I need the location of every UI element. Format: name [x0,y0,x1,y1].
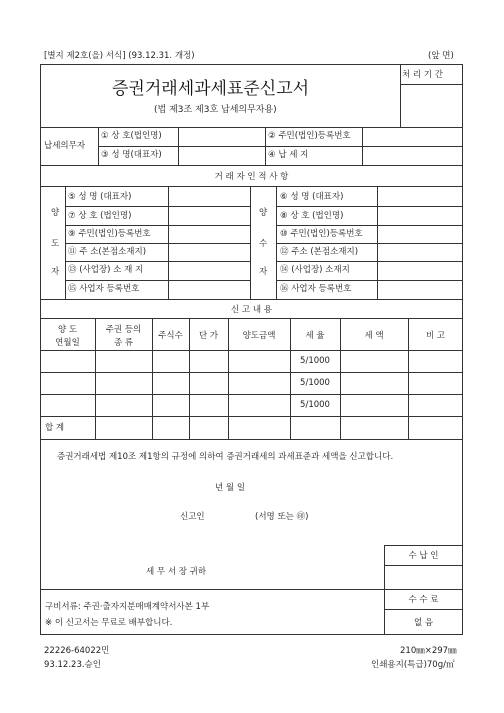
representative-name-label: ③ 성 명(대표자) [101,150,162,160]
transferor-field: ⑨ 주민(법인)등록번호 [68,229,151,239]
signature-label: (서명 또는 ㊞) [255,512,309,522]
receipt-stamp-label: 수 납 인 [408,551,439,561]
tax-rate-cell: 5/1000 [300,400,330,410]
declaration-statement: 증권거래세법 제10조 제1항의 규정에 의하여 증권거래세의 과세표준과 세액을 신고합니다. [57,452,394,462]
approval-date: 93.12.23.승인 [44,660,101,670]
taxpayer-section-label: 납세의무자 [44,141,86,151]
tax-address-label: ④ 납 세 지 [268,150,309,160]
free-distribution-note: ※ 이 신고서는 무료로 배부합니다. [45,618,173,628]
total-label: 합 계 [45,423,65,433]
form-number-label: [별지 제2호(을) 서식] (93.12.31. 개정) [44,51,195,61]
transferor-label-1: 양 [51,208,60,218]
transferor-field: ⑪ 주 소(본점소재지) [68,247,147,257]
remarks-header: 비 고 [425,331,446,341]
parties-section-title: 거 래 자 인 적 사 항 [214,172,289,182]
transferee-label-2: 수 [259,239,268,249]
paper-size: 210㎜×297㎜ [400,646,457,656]
transfer-amount-header: 양도금액 [242,331,276,341]
company-name-label: ① 상 호(법인명) [101,131,162,141]
declaration-date-line: 년 월 일 [215,483,246,493]
fee-label: 수 수 료 [408,595,439,605]
transferee-field: ⑫ 주소 (본점소재지) [280,247,359,257]
fee-value: 없 음 [413,618,434,628]
report-section-title: 신 고 내 용 [231,305,272,315]
front-side-label: (앞 면) [428,51,454,61]
addressee-label: 세 무 서 장 귀하 [146,567,207,577]
transferee-label-1: 양 [259,208,268,218]
processing-period-label: 처 리 기 간 [402,70,443,80]
tax-amount-header: 세 액 [364,331,384,341]
transferee-field: ⑯ 사업자 등록번호 [280,284,352,294]
transferor-label-3: 자 [51,267,60,277]
unit-price-header: 단 가 [198,331,219,341]
declarant-label: 신고인 [180,512,205,522]
tax-rate-cell: 5/1000 [300,356,330,366]
share-count-header: 주식수 [158,331,183,341]
transferee-field: ⑭ (사업장) 소재지 [280,265,350,275]
form-code: 22226-64022민 [44,646,110,656]
registration-number-label: ② 주민(법인)등록번호 [268,131,351,141]
security-type-header: 주권 등의 [105,325,142,335]
security-type-header: 종 류 [113,338,134,348]
tax-rate-cell: 5/1000 [300,378,330,388]
form-title: 증권거래세과세표준신고서 [112,79,310,99]
transferee-field: ⑩ 주민(법인)등록번호 [280,229,363,239]
transferor-field: ⑮ 사업자 등록번호 [68,284,140,294]
transfer-date-header: 양 도 [57,325,78,335]
form-subtitle: (법 제3조 제3호 납세의무자용) [154,105,277,115]
transferee-field: ⑧ 상 호 (법인명) [280,211,344,221]
transferee-label-3: 자 [259,267,268,277]
transferor-field: ⑦ 상 호 (법인명) [68,211,132,221]
transfer-date-header: 연월일 [55,338,80,348]
processing-period-value [401,85,462,126]
tax-rate-header: 세 율 [305,331,325,341]
transferee-field: ⑥ 성 명 (대표자) [280,192,344,202]
transferor-field: ⑤ 성 명 (대표자) [68,192,132,202]
attachments-note: 구비서류: 주권·출자지분매매계약서사본 1부 [45,602,210,612]
paper-spec: 인쇄용지(특급)70g/㎡ [371,660,455,670]
transferor-label-2: 도 [51,239,60,249]
transferor-field: ⑬ (사업장) 소 재 지 [68,265,144,275]
